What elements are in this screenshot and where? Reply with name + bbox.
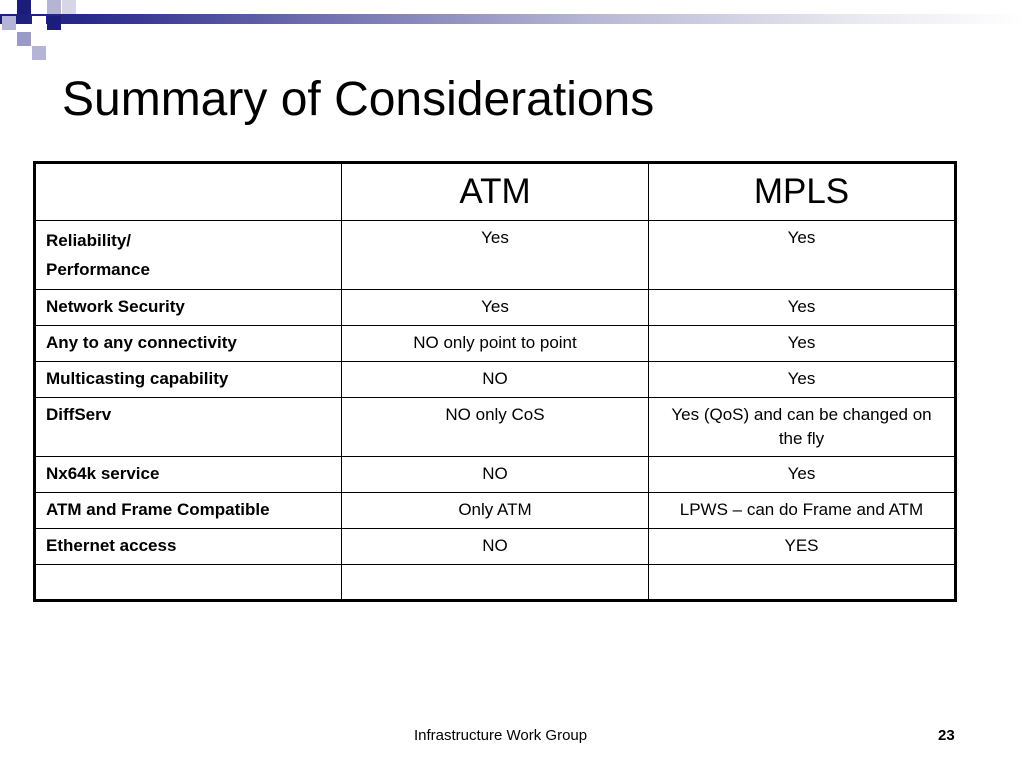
table-row — [35, 362, 956, 398]
mpls-cell: Yes — [649, 326, 956, 362]
row-label: Any to any connectivity — [35, 326, 342, 362]
atm-cell: NO only point to point — [342, 326, 649, 362]
column-header-mpls: MPLS — [649, 163, 956, 221]
table-row — [35, 493, 956, 529]
mpls-cell: LPWS – can do Frame and ATM — [649, 493, 956, 529]
column-header-empty — [35, 163, 342, 221]
page-number: 23 — [938, 727, 955, 744]
mpls-cell — [649, 565, 956, 601]
decorative-square — [17, 0, 31, 14]
table-row — [35, 326, 956, 362]
row-label-line: Performance — [46, 260, 150, 279]
mpls-cell: YES — [649, 529, 956, 565]
atm-cell: NO only CoS — [342, 398, 649, 457]
mpls-cell: Yes — [649, 457, 956, 493]
row-label-line: Reliability/ — [46, 231, 132, 250]
row-label — [35, 221, 342, 290]
slide-title: Summary of Considerations — [62, 73, 655, 126]
table-row — [35, 529, 956, 565]
footer-text: Infrastructure Work Group — [414, 727, 588, 744]
table-header-row — [35, 163, 956, 221]
mpls-cell: Yes (QoS) and can be changed on the fly — [649, 398, 956, 457]
atm-cell: Only ATM — [342, 493, 649, 529]
decorative-square — [2, 16, 16, 30]
decorative-square — [17, 32, 31, 46]
table-row — [35, 457, 956, 493]
decorative-square — [47, 16, 61, 30]
table-row — [35, 221, 956, 290]
atm-cell: NO — [342, 529, 649, 565]
row-label: ATM and Frame Compatible — [35, 493, 342, 529]
table-row-empty — [35, 565, 956, 601]
decorative-square — [47, 0, 61, 14]
atm-cell — [342, 565, 649, 601]
row-label: DiffServ — [35, 398, 342, 457]
summary-table-wrapper — [33, 161, 957, 602]
row-label: Nx64k service — [35, 457, 342, 493]
row-label: Ethernet access — [35, 529, 342, 565]
atm-cell: Yes — [342, 221, 649, 290]
mpls-cell: Yes — [649, 290, 956, 326]
decorative-square — [32, 16, 46, 30]
row-label: Network Security — [35, 290, 342, 326]
atm-cell: NO — [342, 362, 649, 398]
decorative-square — [62, 0, 76, 14]
summary-table — [33, 161, 957, 602]
decorative-square — [32, 46, 46, 60]
table-row — [35, 398, 956, 457]
table-row — [35, 290, 956, 326]
mpls-cell: Yes — [649, 221, 956, 290]
atm-cell: Yes — [342, 290, 649, 326]
mpls-cell: Yes — [649, 362, 956, 398]
atm-cell: NO — [342, 457, 649, 493]
row-label: Multicasting capability — [35, 362, 342, 398]
column-header-atm: ATM — [342, 163, 649, 221]
header-gradient-band — [0, 14, 1024, 24]
row-label — [35, 565, 342, 601]
